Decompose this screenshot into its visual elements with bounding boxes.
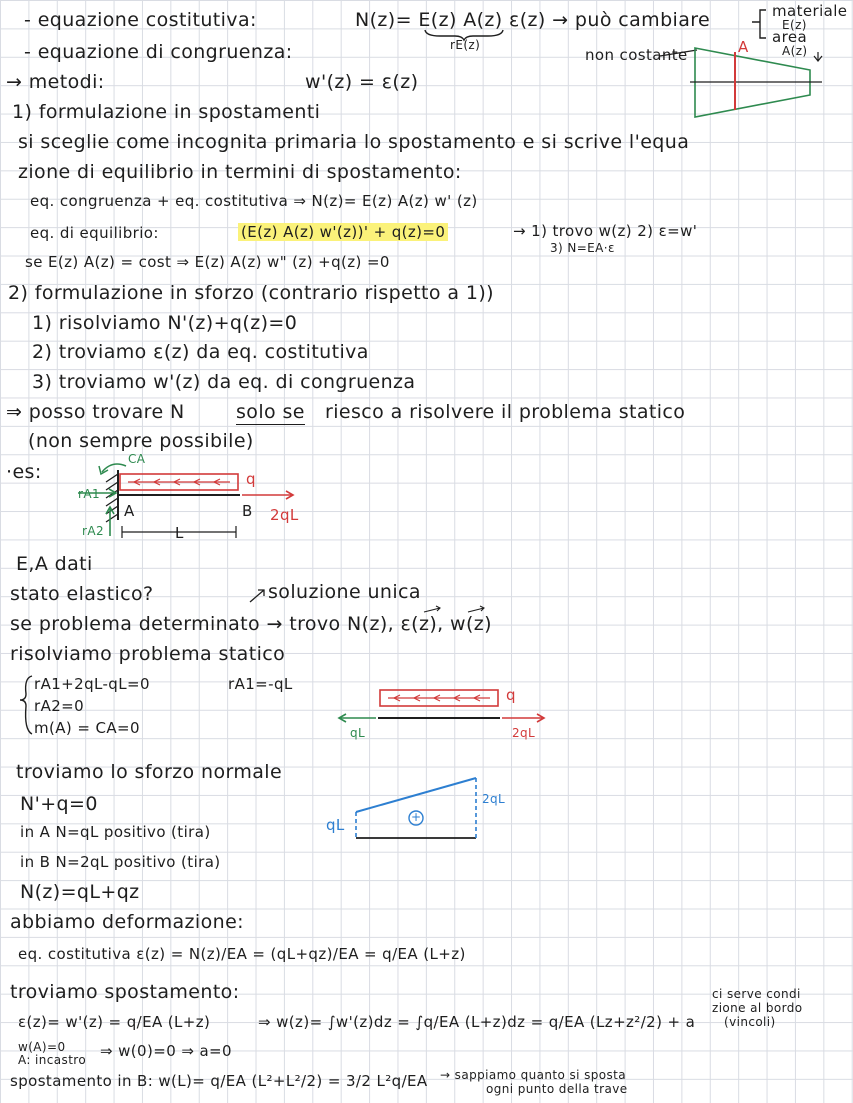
note-small: E(z) — [782, 18, 807, 32]
underlined-text: solo se — [236, 401, 305, 423]
note-line: eq. di equilibrio: — [30, 224, 159, 242]
note-line: - equazione costitutiva: — [24, 9, 257, 31]
note-line: → 1) trovo w(z) 2) ε=w' — [513, 222, 698, 240]
note-heading: 1) formulazione in spostamenti — [12, 101, 321, 123]
figure-label: q — [246, 470, 256, 488]
note-line: E,A dati — [16, 553, 93, 575]
system-brace-icon — [20, 676, 32, 734]
figure-label: q — [506, 686, 516, 704]
figure-label: A(z) — [782, 44, 808, 58]
note-line: risolviamo problema statico — [10, 643, 286, 665]
note-small: non costante — [585, 46, 688, 64]
note-line: 1) risolviamo N'(z)+q(z)=0 — [32, 312, 298, 334]
normal-force-diagram — [356, 778, 476, 838]
vector-arrow-icon — [468, 606, 484, 612]
note-line: troviamo lo sforzo normale — [16, 761, 283, 783]
note-line: soluzione unica — [268, 581, 421, 603]
arrow-down-icon — [814, 52, 822, 61]
note-small: 3) N=EA·ε — [550, 241, 615, 255]
note-small: ci serve condi — [712, 987, 801, 1001]
figure-label: A — [124, 502, 135, 520]
note-line: ⇒ w(0)=0 ⇒ a=0 — [100, 1042, 232, 1060]
figure-label: rA2 — [82, 524, 104, 538]
note-line: zione di equilibrio in termini di spostamento: — [18, 161, 462, 183]
note-line: stato elastico? — [10, 583, 154, 605]
note-small: → sappiamo quanto si sposta — [440, 1068, 627, 1082]
note-line: riesco a risolvere il problema statico — [325, 401, 686, 423]
note-line: ⇒ w(z)= ∫w'(z)dz = ∫q/EA (L+z)dz = q/EA (Lz+z²/2) + a — [258, 1013, 696, 1031]
clamped-beam-figure — [78, 464, 293, 538]
brace-label: rE(z) — [450, 38, 481, 52]
brace-icon — [425, 30, 503, 40]
note-line: eq. costitutiva ε(z) = N(z)/EA = (qL+qz)/EA = q/EA (L+z) — [18, 945, 466, 963]
equation-system-row: rA2=0 — [34, 697, 85, 715]
figure-label: 2qL — [270, 506, 299, 524]
note-line: se E(z) A(z) = cost ⇒ E(z) A(z) w" (z) +q(z) =0 — [25, 253, 390, 271]
note-line: se problema determinato → trovo N(z), ε(z), w(z) — [10, 613, 492, 635]
note-line: ⇒ posso trovare N — [6, 401, 185, 423]
note-line: (non sempre possibile) — [28, 430, 254, 452]
figure-label: CA — [128, 452, 146, 466]
equation-result: rA1=-qL — [228, 675, 293, 693]
note-line: N(z)=qL+qz — [20, 881, 140, 903]
example-label: ·es: — [6, 461, 42, 483]
note-line: in B N=2qL positivo (tira) — [20, 853, 221, 871]
note-small: A: incastro — [18, 1053, 87, 1067]
note-line: N(z)= E(z) A(z) ε(z) → può cambiare — [355, 9, 711, 31]
figure-label: qL — [350, 726, 366, 740]
note-line: ε(z)= w'(z) = q/EA (L+z) — [18, 1013, 211, 1031]
note-line: 3) troviamo w'(z) da eq. di congruenza — [32, 371, 416, 393]
figure-label: rA1 — [78, 487, 100, 501]
note-line: → metodi: — [6, 71, 105, 93]
pointer-arrow-icon — [660, 50, 697, 56]
note-line: spostamento in B: w(L)= q/EA (L²+L²/2) = 3/2 L²q/EA — [10, 1072, 428, 1090]
figure-label: qL — [326, 816, 345, 834]
note-small: materiale — [772, 2, 848, 20]
figure-label: A — [738, 38, 749, 56]
vector-arrow-icon — [424, 606, 440, 612]
highlighted-equation: (E(z) A(z) w'(z))' + q(z)=0 — [238, 223, 448, 241]
note-line: in A N=qL positivo (tira) — [20, 823, 211, 841]
figure-label: 2qL — [512, 726, 536, 740]
figure-label: B — [242, 502, 253, 520]
figure-label: 2qL — [482, 792, 506, 806]
figure-label: L — [175, 524, 184, 542]
note-heading: 2) formulazione in sforzo (contrario rispetto a 1)) — [8, 282, 494, 304]
note-small: ogni punto della trave — [486, 1082, 628, 1096]
note-line: - equazione di congruenza: — [24, 41, 293, 63]
note-line: eq. congruenza + eq. costitutiva ⇒ N(z)= E(z) A(z) w' (z) — [30, 192, 478, 210]
plus-sign-icon: + — [411, 810, 422, 824]
note-line: si sceglie come incognita primaria lo spostamento e si scrive l'equa — [18, 131, 690, 153]
equation-system-row: rA1+2qL-qL=0 — [34, 675, 150, 693]
note-line: 2) troviamo ε(z) da eq. costitutiva — [32, 341, 369, 363]
bracket-icon — [752, 10, 766, 38]
note-line: w'(z) = ε(z) — [305, 71, 419, 93]
arrow-up-icon — [250, 590, 264, 602]
note-line: abbiamo deformazione: — [10, 911, 244, 933]
note-small: zione al bordo — [712, 1001, 803, 1015]
note-small: area — [772, 28, 808, 46]
note-line: troviamo spostamento: — [10, 981, 240, 1003]
note-small: w(A)=0 — [18, 1040, 66, 1054]
equation-system-row: m(A) = CA=0 — [34, 719, 140, 737]
note-small: (vincoli) — [724, 1015, 776, 1029]
note-line: N'+q=0 — [20, 793, 98, 815]
